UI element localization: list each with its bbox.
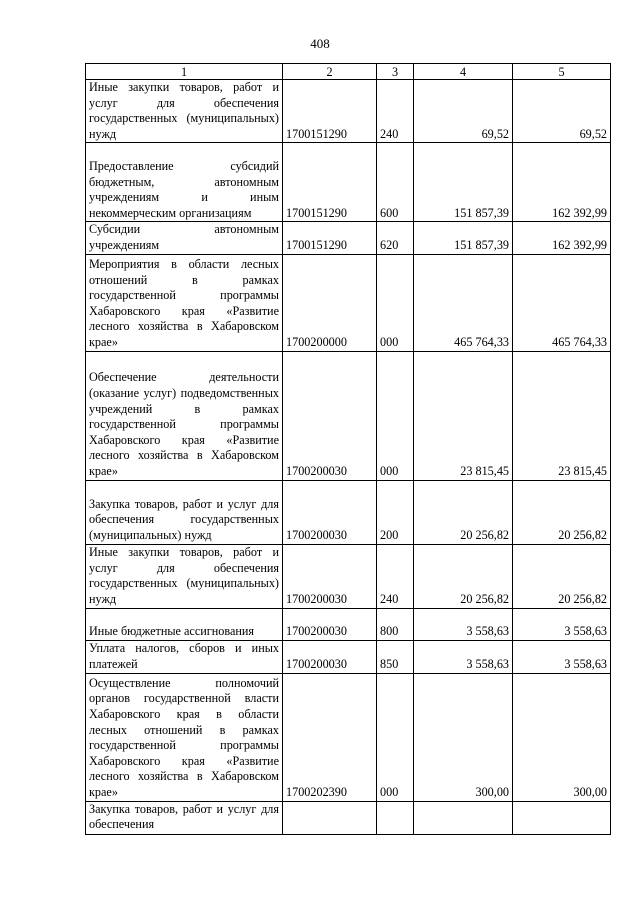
row-value-year-1 — [414, 801, 513, 834]
row-value-year-2: 20 256,82 — [513, 544, 611, 608]
row-value-year-1: 151 857,39 — [414, 143, 513, 222]
column-header-5: 5 — [513, 64, 611, 80]
row-target-code: 1700200030 — [283, 351, 377, 480]
row-expense-type: 000 — [377, 351, 414, 480]
row-target-code: 1700200030 — [283, 608, 377, 640]
row-target-code: 1700151290 — [283, 222, 377, 254]
row-value-year-1: 151 857,39 — [414, 222, 513, 254]
row-name: Предоставление субсидий бюджетным, автономным учреждениям и иным некоммерческим организациям — [86, 143, 283, 222]
row-value-year-2: 465 764,33 — [513, 254, 611, 351]
header-row — [86, 64, 611, 80]
row-expense-type: 600 — [377, 143, 414, 222]
row-value-year-2: 162 392,99 — [513, 143, 611, 222]
row-name: Закупка товаров, работ и услуг для обеспечения — [86, 801, 283, 834]
row-name: Мероприятия в области лесных отношений в рамках государственной программы Хабаровского края «Развитие лесного хозяйства в Хабаровском крае» — [86, 254, 283, 351]
row-target-code: 1700151290 — [283, 80, 377, 143]
table-row — [86, 544, 611, 608]
row-value-year-2 — [513, 801, 611, 834]
row-value-year-1: 465 764,33 — [414, 254, 513, 351]
row-value-year-1: 20 256,82 — [414, 480, 513, 544]
column-header-1: 1 — [86, 64, 283, 80]
table-row — [86, 222, 611, 254]
row-target-code — [283, 801, 377, 834]
table-row — [86, 640, 611, 673]
row-name: Осуществление полномочий органов государственной власти Хабаровского края в области лесных отношений в рамках государственной программы Хабаровского края «Развитие лесного хозяйства в Хабаровском крае» — [86, 673, 283, 801]
row-target-code: 1700200030 — [283, 480, 377, 544]
table-row — [86, 80, 611, 143]
row-expense-type: 240 — [377, 544, 414, 608]
row-target-code: 1700200000 — [283, 254, 377, 351]
row-name: Иные закупки товаров, работ и услуг для обеспечения государственных (муниципальных) нужд — [86, 544, 283, 608]
row-value-year-1: 3 558,63 — [414, 640, 513, 673]
table-row — [86, 143, 611, 222]
row-value-year-1: 3 558,63 — [414, 608, 513, 640]
row-target-code: 1700200030 — [283, 640, 377, 673]
row-name: Обеспечение деятельности (оказание услуг) подведомственных учреждений в рамках государственной программы Хабаровского края «Развитие лесного хозяйства в Хабаровском крае» — [86, 351, 283, 480]
row-expense-type: 000 — [377, 673, 414, 801]
row-value-year-2: 23 815,45 — [513, 351, 611, 480]
row-value-year-1: 300,00 — [414, 673, 513, 801]
table-row — [86, 351, 611, 480]
row-expense-type: 800 — [377, 608, 414, 640]
row-name: Субсидии автономным учреждениям — [86, 222, 283, 254]
row-expense-type: 850 — [377, 640, 414, 673]
table-row — [86, 608, 611, 640]
column-header-2: 2 — [283, 64, 377, 80]
row-expense-type — [377, 801, 414, 834]
row-name: Иные бюджетные ассигнования — [86, 608, 283, 640]
table-row — [86, 673, 611, 801]
row-name: Закупка товаров, работ и услуг для обеспечения государственных (муниципальных) нужд — [86, 480, 283, 544]
row-value-year-2: 20 256,82 — [513, 480, 611, 544]
table-row — [86, 480, 611, 544]
table-row — [86, 801, 611, 834]
row-value-year-1: 69,52 — [414, 80, 513, 143]
table-row — [86, 254, 611, 351]
row-target-code: 1700202390 — [283, 673, 377, 801]
budget-table — [85, 63, 611, 835]
row-name: Иные закупки товаров, работ и услуг для обеспечения государственных (муниципальных) нужд — [86, 80, 283, 143]
row-target-code: 1700200030 — [283, 544, 377, 608]
row-value-year-1: 23 815,45 — [414, 351, 513, 480]
row-value-year-2: 162 392,99 — [513, 222, 611, 254]
row-expense-type: 000 — [377, 254, 414, 351]
column-header-4: 4 — [414, 64, 513, 80]
row-target-code: 1700151290 — [283, 143, 377, 222]
row-value-year-2: 300,00 — [513, 673, 611, 801]
row-expense-type: 620 — [377, 222, 414, 254]
row-expense-type: 240 — [377, 80, 414, 143]
page-number: 408 — [310, 36, 330, 51]
row-value-year-2: 3 558,63 — [513, 608, 611, 640]
row-value-year-1: 20 256,82 — [414, 544, 513, 608]
row-expense-type: 200 — [377, 480, 414, 544]
row-name: Уплата налогов, сборов и иных платежей — [86, 640, 283, 673]
row-value-year-2: 3 558,63 — [513, 640, 611, 673]
row-value-year-2: 69,52 — [513, 80, 611, 143]
column-header-3: 3 — [377, 64, 414, 80]
